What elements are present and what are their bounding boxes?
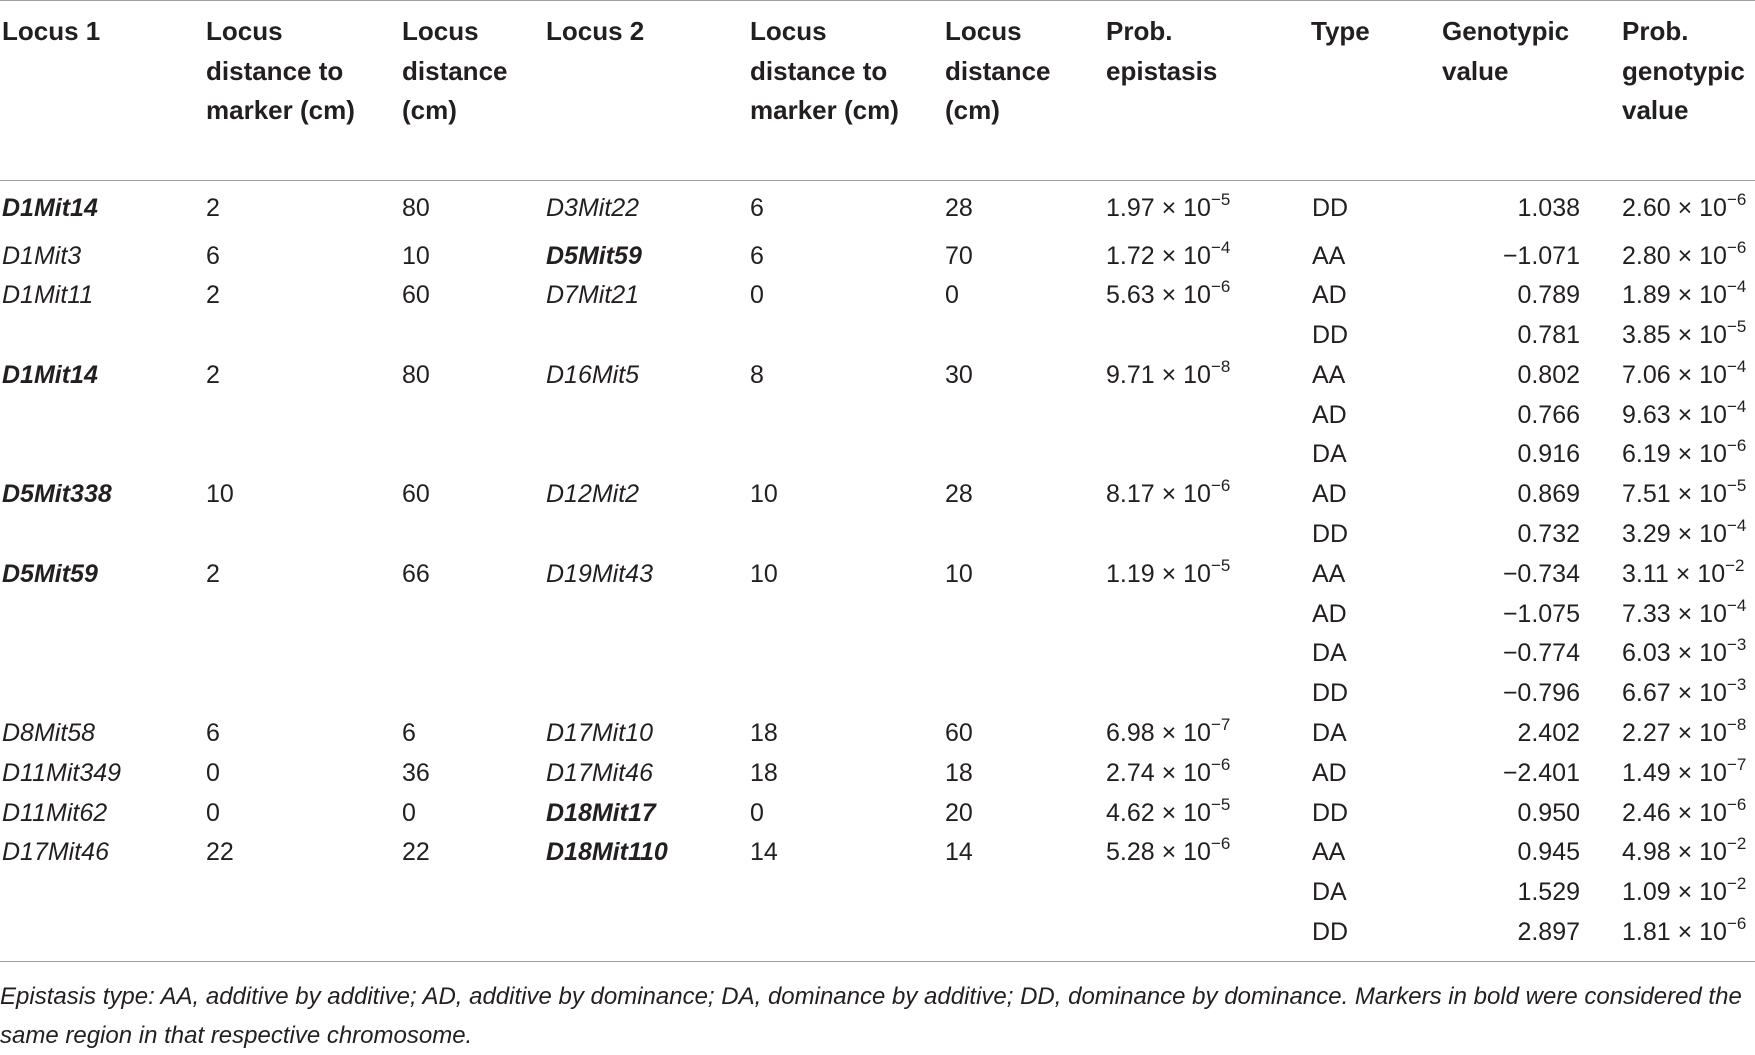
- locus-1-cell: [0, 633, 204, 673]
- epistasis-type-cell: DA: [1312, 878, 1347, 907]
- genotypic-value-cell: 1.038: [1517, 194, 1580, 222]
- epistasis-type-cell: DD: [1312, 194, 1349, 222]
- locus-2-cell: D19Mit43: [546, 559, 653, 588]
- prob-genotypic-exponent: −4: [1726, 277, 1747, 297]
- epistasis-type-cell: AD: [1312, 599, 1347, 628]
- locus-1-distance-cell: [400, 434, 544, 474]
- locus-2-cell: [544, 315, 748, 355]
- header-row: [0, 1, 1755, 181]
- locus-2-distance-cell: [943, 633, 1104, 673]
- prob-epistasis-exponent: −5: [1210, 555, 1231, 575]
- table-row: [0, 554, 1755, 594]
- locus-1-cell: [0, 872, 204, 912]
- table-row: [0, 594, 1755, 634]
- prob-genotypic-value-cell: [1620, 355, 1755, 395]
- locus-2-cell: D17Mit46: [546, 758, 653, 787]
- table-row: [0, 355, 1755, 395]
- epistasis-type-cell: DD: [1312, 798, 1349, 827]
- genotypic-value-cell: −0.734: [1502, 559, 1580, 588]
- locus-1-cell: [0, 514, 204, 554]
- table-row: [0, 275, 1755, 315]
- prob-epistasis-cell: [1104, 713, 1309, 753]
- locus-1-cell: [0, 434, 204, 474]
- locus-1-distance-cell: [400, 395, 544, 435]
- locus-1-distance-to-marker-cell: [204, 594, 400, 634]
- locus-1-distance-to-marker-cell: 10: [206, 480, 234, 509]
- prob-epistasis-cell: [1104, 872, 1309, 912]
- locus-1-distance-to-marker-cell: 6: [206, 241, 220, 270]
- epistasis-type-cell: DD: [1312, 321, 1349, 350]
- locus-1-distance-to-marker-cell: [204, 514, 400, 554]
- table-row: [0, 236, 1755, 276]
- table-row: [0, 434, 1755, 474]
- prob-genotypic-mantissa: 3.11 × 10: [1622, 559, 1726, 588]
- prob-epistasis-cell: [1104, 793, 1309, 833]
- prob-genotypic-value-cell: [1620, 793, 1755, 833]
- locus-2-distance-to-marker-cell: 0: [750, 798, 764, 827]
- locus-1-cell: D8Mit58: [2, 719, 96, 748]
- prob-genotypic-mantissa: 2.46 × 10: [1622, 798, 1727, 827]
- locus-2-cell: [544, 514, 748, 554]
- prob-epistasis-cell: [1104, 434, 1309, 474]
- locus-2-cell: D18Mit110: [546, 838, 668, 867]
- prob-epistasis-mantissa: 4.62 × 10: [1106, 798, 1211, 827]
- epistasis-type-cell: AD: [1312, 480, 1347, 509]
- prob-epistasis-exponent: −4: [1210, 237, 1231, 257]
- locus-2-distance-to-marker-cell: 18: [750, 719, 778, 748]
- prob-genotypic-mantissa: 1.81 × 10: [1622, 918, 1727, 947]
- genotypic-value-cell: 0.781: [1517, 321, 1580, 350]
- genotypic-value-cell: −0.796: [1502, 679, 1580, 708]
- epistasis-type-cell: DA: [1312, 719, 1347, 748]
- genotypic-value-cell: 0.869: [1517, 480, 1580, 509]
- table-row: [0, 395, 1755, 435]
- prob-genotypic-mantissa: 6.67 × 10: [1622, 679, 1727, 708]
- locus-1-cell: D1Mit3: [2, 241, 82, 270]
- prob-epistasis-exponent: −5: [1210, 190, 1231, 209]
- locus-1-distance-to-marker-cell: 2: [206, 360, 220, 389]
- prob-genotypic-value-cell: [1620, 872, 1755, 912]
- genotypic-value-cell: 0.732: [1517, 520, 1580, 549]
- prob-epistasis-cell: [1104, 514, 1309, 554]
- locus-2-distance-cell: [943, 395, 1104, 435]
- epistasis-type-cell: AA: [1312, 241, 1346, 270]
- locus-2-distance-to-marker-cell: [748, 872, 943, 912]
- locus-1-distance-to-marker-cell: 2: [206, 281, 220, 310]
- genotypic-value-cell: 0.916: [1517, 440, 1580, 469]
- prob-epistasis-mantissa: 5.63 × 10: [1106, 281, 1211, 310]
- prob-epistasis-cell: [1104, 594, 1309, 634]
- prob-genotypic-mantissa: 7.06 × 10: [1622, 360, 1727, 389]
- locus-2-cell: D12Mit2: [546, 480, 640, 509]
- locus-1-cell: D1Mit14: [2, 194, 98, 222]
- locus-2-cell: D16Mit5: [546, 360, 640, 389]
- locus-1-cell: D17Mit46: [2, 838, 109, 867]
- header-locus-1: Locus 1: [2, 16, 101, 46]
- prob-epistasis-exponent: −6: [1210, 754, 1231, 774]
- prob-genotypic-value-cell: [1620, 395, 1755, 435]
- prob-epistasis-exponent: −6: [1210, 834, 1231, 854]
- locus-2-cell: D17Mit10: [546, 719, 653, 748]
- locus-1-distance-to-marker-cell: [204, 434, 400, 474]
- locus-1-distance-to-marker-cell: [204, 912, 400, 961]
- locus-1-distance-to-marker-cell: [204, 633, 400, 673]
- locus-1-cell: D11Mit349: [2, 758, 122, 787]
- genotypic-value-cell: −1.071: [1502, 241, 1580, 270]
- locus-1-distance-to-marker-cell: 2: [206, 194, 220, 222]
- prob-epistasis-mantissa: 5.28 × 10: [1106, 838, 1211, 867]
- locus-1-distance-to-marker-cell: 2: [206, 559, 220, 588]
- locus-1-cell: D5Mit338: [2, 480, 112, 509]
- locus-1-distance-to-marker-cell: [204, 395, 400, 435]
- prob-epistasis-cell: [1104, 315, 1309, 355]
- header-locus-2-distance: Locus distance (cm): [945, 16, 1051, 125]
- locus-1-cell: D11Mit62: [2, 798, 108, 827]
- prob-epistasis-cell: [1104, 673, 1309, 713]
- locus-1-distance-cell: [400, 673, 544, 713]
- locus-2-cell: D3Mit22: [546, 194, 640, 222]
- epistasis-type-cell: AA: [1312, 360, 1346, 389]
- header-prob-epistasis: Prob. epistasis: [1106, 16, 1218, 86]
- locus-1-cell: [0, 594, 204, 634]
- table-row: [0, 793, 1755, 833]
- epistasis-type-cell: DD: [1312, 520, 1349, 549]
- table-row: [0, 912, 1755, 961]
- locus-2-distance-to-marker-cell: [748, 514, 943, 554]
- locus-1-distance-cell: 6: [402, 719, 416, 748]
- locus-2-distance-to-marker-cell: [748, 434, 943, 474]
- epistasis-type-cell: AD: [1312, 400, 1347, 429]
- locus-2-distance-to-marker-cell: [748, 315, 943, 355]
- locus-2-distance-cell: 70: [945, 241, 973, 270]
- prob-genotypic-exponent: −5: [1726, 476, 1747, 496]
- prob-epistasis-cell: [1104, 474, 1309, 514]
- prob-genotypic-value-cell: [1620, 673, 1755, 713]
- locus-1-distance-cell: 80: [402, 194, 430, 222]
- locus-2-distance-cell: [943, 315, 1104, 355]
- prob-epistasis-cell: [1104, 633, 1309, 673]
- prob-epistasis-cell: [1104, 181, 1309, 236]
- table-row: [0, 514, 1755, 554]
- locus-2-distance-cell: 0: [945, 281, 959, 310]
- table-row: [0, 673, 1755, 713]
- prob-genotypic-value-cell: [1620, 594, 1755, 634]
- locus-2-cell: D18Mit17: [546, 798, 656, 827]
- locus-2-distance-cell: [943, 872, 1104, 912]
- locus-2-cell: [544, 395, 748, 435]
- locus-2-distance-cell: [943, 912, 1104, 961]
- locus-1-distance-cell: [400, 633, 544, 673]
- locus-2-distance-cell: 28: [945, 480, 973, 509]
- header-genotypic-value: Genotypic value: [1442, 16, 1570, 86]
- prob-epistasis-cell: [1104, 355, 1309, 395]
- locus-1-cell: [0, 315, 204, 355]
- prob-genotypic-exponent: −3: [1726, 675, 1747, 695]
- prob-genotypic-value-cell: [1620, 713, 1755, 753]
- locus-2-cell: [544, 633, 748, 673]
- prob-epistasis-mantissa: 1.19 × 10: [1106, 559, 1211, 588]
- locus-2-distance-to-marker-cell: 6: [750, 194, 764, 222]
- genotypic-value-cell: −1.075: [1502, 599, 1580, 628]
- locus-2-distance-to-marker-cell: 0: [750, 281, 764, 310]
- prob-epistasis-mantissa: 8.17 × 10: [1106, 480, 1211, 509]
- prob-genotypic-mantissa: 1.09 × 10: [1622, 878, 1727, 907]
- genotypic-value-cell: 1.529: [1517, 878, 1580, 907]
- prob-genotypic-mantissa: 6.19 × 10: [1622, 440, 1727, 469]
- prob-genotypic-value-cell: [1620, 832, 1755, 872]
- locus-2-cell: [544, 872, 748, 912]
- locus-2-distance-cell: [943, 594, 1104, 634]
- prob-genotypic-exponent: −4: [1726, 516, 1747, 536]
- prob-epistasis-mantissa: 6.98 × 10: [1106, 719, 1211, 748]
- locus-2-distance-to-marker-cell: [748, 633, 943, 673]
- locus-2-distance-cell: 10: [945, 559, 973, 588]
- epistasis-type-cell: DA: [1312, 639, 1347, 668]
- genotypic-value-cell: 2.897: [1517, 918, 1580, 947]
- locus-1-distance-cell: 36: [402, 758, 430, 787]
- prob-genotypic-exponent: −5: [1726, 317, 1747, 337]
- prob-genotypic-mantissa: 4.98 × 10: [1622, 838, 1727, 867]
- prob-genotypic-exponent: −6: [1726, 914, 1747, 934]
- prob-epistasis-exponent: −6: [1210, 277, 1231, 297]
- epistasis-type-cell: DD: [1312, 918, 1349, 947]
- prob-epistasis-cell: [1104, 275, 1309, 315]
- locus-1-cell: [0, 912, 204, 961]
- prob-genotypic-mantissa: 6.03 × 10: [1622, 639, 1727, 668]
- locus-2-distance-to-marker-cell: [748, 594, 943, 634]
- locus-1-distance-to-marker-cell: [204, 673, 400, 713]
- locus-2-distance-cell: [943, 434, 1104, 474]
- prob-epistasis-cell: [1104, 912, 1309, 961]
- prob-genotypic-exponent: −6: [1726, 794, 1747, 814]
- prob-genotypic-exponent: −6: [1726, 436, 1747, 456]
- header-locus-2-distance-to-marker: Locus distance to marker (cm): [750, 16, 899, 125]
- prob-epistasis-mantissa: 1.72 × 10: [1106, 241, 1211, 270]
- prob-genotypic-value-cell: [1620, 434, 1755, 474]
- prob-epistasis-exponent: −8: [1210, 356, 1231, 376]
- epistasis-type-cell: AD: [1312, 758, 1347, 787]
- locus-1-distance-cell: 60: [402, 281, 430, 310]
- locus-2-distance-cell: [943, 514, 1104, 554]
- locus-1-distance-to-marker-cell: 6: [206, 719, 220, 748]
- table-row: [0, 832, 1755, 872]
- epistasis-type-cell: DD: [1312, 679, 1349, 708]
- locus-2-cell: [544, 912, 748, 961]
- genotypic-value-cell: −0.774: [1502, 639, 1580, 668]
- prob-genotypic-mantissa: 1.49 × 10: [1622, 758, 1727, 787]
- table-row: [0, 474, 1755, 514]
- prob-genotypic-mantissa: 7.51 × 10: [1622, 480, 1727, 509]
- locus-2-cell: [544, 434, 748, 474]
- locus-1-cell: [0, 673, 204, 713]
- locus-2-distance-to-marker-cell: [748, 912, 943, 961]
- prob-genotypic-exponent: −4: [1726, 595, 1747, 615]
- genotypic-value-cell: 2.402: [1517, 719, 1580, 748]
- prob-genotypic-exponent: −2: [1726, 834, 1747, 854]
- locus-1-distance-cell: 80: [402, 360, 430, 389]
- prob-genotypic-value-cell: [1620, 474, 1755, 514]
- prob-genotypic-mantissa: 3.85 × 10: [1622, 321, 1727, 350]
- genotypic-value-cell: 0.945: [1517, 838, 1580, 867]
- prob-genotypic-value-cell: [1620, 275, 1755, 315]
- locus-2-distance-cell: 28: [945, 194, 973, 222]
- table-row: [0, 315, 1755, 355]
- table-header: [0, 1, 1755, 181]
- genotypic-value-cell: −2.401: [1502, 758, 1580, 787]
- prob-epistasis-mantissa: 1.97 × 10: [1106, 194, 1211, 222]
- epistasis-type-cell: DA: [1312, 440, 1347, 469]
- table-row: [0, 713, 1755, 753]
- locus-1-distance-to-marker-cell: [204, 315, 400, 355]
- locus-2-cell: D7Mit21: [546, 281, 640, 310]
- locus-2-cell: [544, 673, 748, 713]
- locus-2-distance-to-marker-cell: 6: [750, 241, 764, 270]
- locus-1-distance-to-marker-cell: 22: [206, 838, 234, 867]
- prob-epistasis-exponent: −5: [1210, 794, 1231, 814]
- prob-genotypic-value-cell: [1620, 753, 1755, 793]
- locus-2-distance-cell: 60: [945, 719, 973, 748]
- table-row: [0, 872, 1755, 912]
- prob-genotypic-mantissa: 2.60 × 10: [1622, 194, 1727, 222]
- locus-1-distance-cell: [400, 912, 544, 961]
- locus-1-distance-cell: 66: [402, 559, 430, 588]
- locus-2-cell: [544, 594, 748, 634]
- locus-2-distance-to-marker-cell: 18: [750, 758, 778, 787]
- locus-1-distance-cell: 0: [402, 798, 416, 827]
- locus-2-cell: D5Mit59: [546, 241, 642, 270]
- prob-genotypic-exponent: −4: [1726, 356, 1747, 376]
- table-body: [0, 181, 1755, 962]
- locus-1-distance-cell: [400, 872, 544, 912]
- prob-genotypic-exponent: −8: [1726, 715, 1747, 735]
- prob-genotypic-value-cell: [1620, 912, 1755, 961]
- locus-2-distance-cell: 20: [945, 798, 973, 827]
- prob-genotypic-mantissa: 7.33 × 10: [1622, 599, 1727, 628]
- prob-epistasis-exponent: −6: [1210, 476, 1231, 496]
- locus-2-distance-to-marker-cell: [748, 673, 943, 713]
- locus-2-distance-cell: 14: [945, 838, 973, 867]
- prob-genotypic-exponent: −7: [1726, 754, 1747, 774]
- header-type: Type: [1311, 16, 1370, 46]
- locus-1-cell: D1Mit11: [2, 281, 94, 310]
- locus-2-distance-cell: 18: [945, 758, 973, 787]
- genotypic-value-cell: 0.950: [1517, 798, 1580, 827]
- table-row: [0, 181, 1755, 236]
- locus-2-distance-cell: [943, 673, 1104, 713]
- locus-1-distance-cell: [400, 514, 544, 554]
- prob-epistasis-cell: [1104, 395, 1309, 435]
- prob-epistasis-mantissa: 2.74 × 10: [1106, 758, 1211, 787]
- locus-1-distance-to-marker-cell: 0: [206, 798, 220, 827]
- prob-genotypic-mantissa: 1.89 × 10: [1622, 281, 1727, 310]
- prob-genotypic-value-cell: [1620, 514, 1755, 554]
- epistasis-type-cell: AD: [1312, 281, 1347, 310]
- prob-genotypic-value-cell: [1620, 633, 1755, 673]
- locus-1-cell: [0, 395, 204, 435]
- locus-2-distance-to-marker-cell: 10: [750, 480, 778, 509]
- prob-genotypic-exponent: −3: [1726, 635, 1747, 655]
- locus-1-distance-cell: 60: [402, 480, 430, 509]
- locus-1-distance-cell: 22: [402, 838, 430, 867]
- locus-1-distance-cell: [400, 594, 544, 634]
- prob-genotypic-mantissa: 9.63 × 10: [1622, 400, 1727, 429]
- locus-2-distance-to-marker-cell: 10: [750, 559, 778, 588]
- prob-genotypic-value-cell: [1620, 554, 1755, 594]
- prob-epistasis-exponent: −7: [1210, 715, 1231, 735]
- epistasis-type-cell: AA: [1312, 838, 1346, 867]
- header-locus-1-distance: Locus distance (cm): [402, 16, 508, 125]
- prob-epistasis-cell: [1104, 554, 1309, 594]
- genotypic-value-cell: 0.766: [1517, 400, 1580, 429]
- prob-genotypic-exponent: −2: [1725, 555, 1745, 575]
- genotypic-value-cell: 0.802: [1517, 360, 1580, 389]
- table-row: [0, 633, 1755, 673]
- header-locus-1-distance-to-marker: Locus distance to marker (cm): [206, 16, 355, 125]
- prob-genotypic-exponent: −4: [1726, 396, 1747, 416]
- header-prob-genotypic-value: Prob. genotypic value: [1622, 16, 1745, 125]
- prob-epistasis-mantissa: 9.71 × 10: [1106, 360, 1211, 389]
- prob-epistasis-cell: [1104, 753, 1309, 793]
- locus-2-distance-to-marker-cell: 8: [750, 360, 764, 389]
- prob-genotypic-exponent: −2: [1726, 874, 1747, 894]
- table-row: [0, 753, 1755, 793]
- prob-genotypic-value-cell: [1620, 181, 1755, 236]
- prob-genotypic-value-cell: [1620, 315, 1755, 355]
- locus-1-distance-cell: [400, 315, 544, 355]
- genotypic-value-cell: 0.789: [1517, 281, 1580, 310]
- prob-genotypic-exponent: −6: [1726, 190, 1747, 209]
- prob-genotypic-mantissa: 2.27 × 10: [1622, 719, 1727, 748]
- locus-1-distance-to-marker-cell: [204, 872, 400, 912]
- table-footnote: Epistasis type: AA, additive by additive; AD, additive by dominance; DA, dominance by additive; DD, dominance by dominance. Markers in bold were considered the same region in that respective chromosome.: [0, 983, 1742, 1049]
- header-locus-2: Locus 2: [546, 16, 645, 46]
- locus-1-cell: D1Mit14: [2, 360, 98, 389]
- locus-2-distance-to-marker-cell: 14: [750, 838, 778, 867]
- locus-2-distance-to-marker-cell: [748, 395, 943, 435]
- locus-2-distance-cell: 30: [945, 360, 973, 389]
- locus-1-cell: D5Mit59: [2, 559, 98, 588]
- epistasis-type-cell: AA: [1312, 559, 1346, 588]
- prob-genotypic-mantissa: 2.80 × 10: [1622, 241, 1727, 270]
- prob-genotypic-value-cell: [1620, 236, 1755, 276]
- locus-1-distance-cell: 10: [402, 241, 430, 270]
- prob-epistasis-cell: [1104, 832, 1309, 872]
- prob-genotypic-exponent: −6: [1726, 237, 1747, 257]
- locus-1-distance-to-marker-cell: 0: [206, 758, 220, 787]
- prob-epistasis-cell: [1104, 236, 1309, 276]
- prob-genotypic-mantissa: 3.29 × 10: [1622, 520, 1727, 549]
